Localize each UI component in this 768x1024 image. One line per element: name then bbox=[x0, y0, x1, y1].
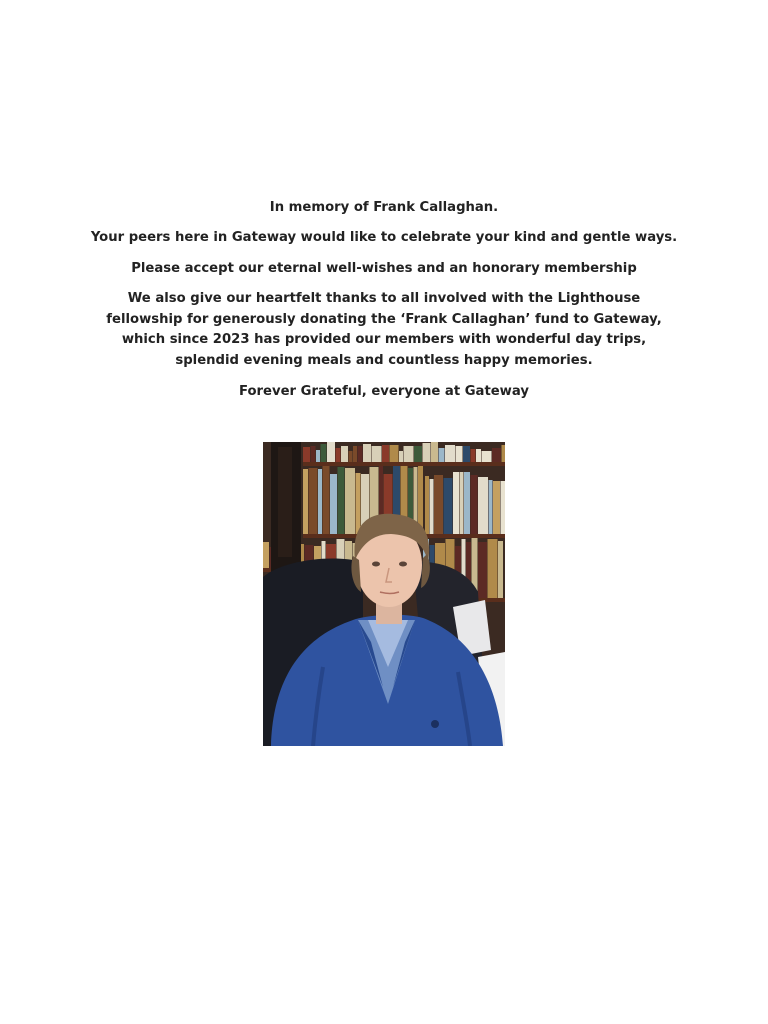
book-spine bbox=[425, 476, 429, 534]
book-spine bbox=[390, 445, 399, 462]
book-spine bbox=[471, 475, 478, 534]
book-spine bbox=[464, 472, 470, 534]
book-spine bbox=[430, 479, 434, 534]
thanks-message: We also give our heartfelt thanks to all involved with the Lighthouse fellowship for generously donating the ‘Frank Callaghan’ fund to Gateway, which since 2023 has provided our members with wonderful day trips, splendid evening meals and countless happy memories. bbox=[106, 290, 662, 369]
book-spine bbox=[439, 448, 445, 462]
memorial-heading: In memory of Frank Callaghan. bbox=[269, 200, 499, 215]
book-spine bbox=[453, 472, 459, 534]
book-spine bbox=[311, 446, 316, 462]
book-spine bbox=[478, 477, 488, 534]
book-spine bbox=[493, 481, 500, 534]
book-spine bbox=[382, 445, 389, 462]
book-spine bbox=[316, 450, 320, 462]
book-spine bbox=[336, 448, 341, 462]
book-spine bbox=[330, 474, 337, 534]
book-spine bbox=[456, 446, 463, 462]
book-spine bbox=[309, 468, 318, 534]
book-spine bbox=[460, 472, 464, 534]
book-spine bbox=[327, 442, 335, 462]
book-spine bbox=[338, 467, 345, 534]
memorial-text bbox=[90, 198, 678, 412]
book-spine bbox=[356, 473, 361, 534]
book-spine bbox=[404, 446, 414, 462]
signoff-message: Forever Grateful, everyone at Gateway bbox=[239, 383, 529, 399]
book-spine bbox=[502, 445, 506, 462]
book-spine bbox=[321, 444, 327, 462]
book-spine bbox=[341, 446, 348, 462]
book-spine bbox=[318, 469, 322, 534]
book-spine bbox=[303, 447, 310, 462]
book-spine bbox=[471, 449, 476, 462]
book-spine bbox=[414, 446, 422, 462]
book-spine bbox=[488, 539, 498, 598]
book-spine bbox=[482, 451, 492, 462]
book-spine bbox=[492, 448, 501, 462]
book-spine bbox=[463, 446, 470, 462]
book-spine bbox=[345, 468, 355, 534]
book-spine bbox=[349, 451, 353, 462]
book-spine bbox=[478, 542, 487, 598]
book-spine bbox=[431, 442, 438, 462]
book-spine bbox=[489, 480, 493, 534]
book-spine bbox=[353, 446, 357, 462]
book-spine bbox=[372, 446, 382, 462]
book-spine bbox=[444, 478, 453, 534]
book-spine bbox=[476, 449, 481, 462]
book-spine bbox=[445, 445, 455, 462]
book-spine bbox=[434, 475, 443, 534]
book-spine bbox=[323, 466, 330, 534]
peers-message: Your peers here in Gateway would like to celebrate your kind and gentle ways. bbox=[90, 230, 678, 246]
wishes-message: Please accept our eternal well-wishes and an honorary membership bbox=[131, 260, 637, 276]
book-spine bbox=[303, 469, 308, 534]
book-spine bbox=[263, 542, 269, 568]
book-spine bbox=[358, 446, 363, 462]
book-spine bbox=[423, 443, 431, 462]
book-spine bbox=[501, 481, 506, 534]
book-spine bbox=[399, 451, 403, 462]
portrait-photo bbox=[263, 442, 505, 746]
book-spine bbox=[363, 444, 371, 462]
book-spine bbox=[498, 541, 503, 598]
